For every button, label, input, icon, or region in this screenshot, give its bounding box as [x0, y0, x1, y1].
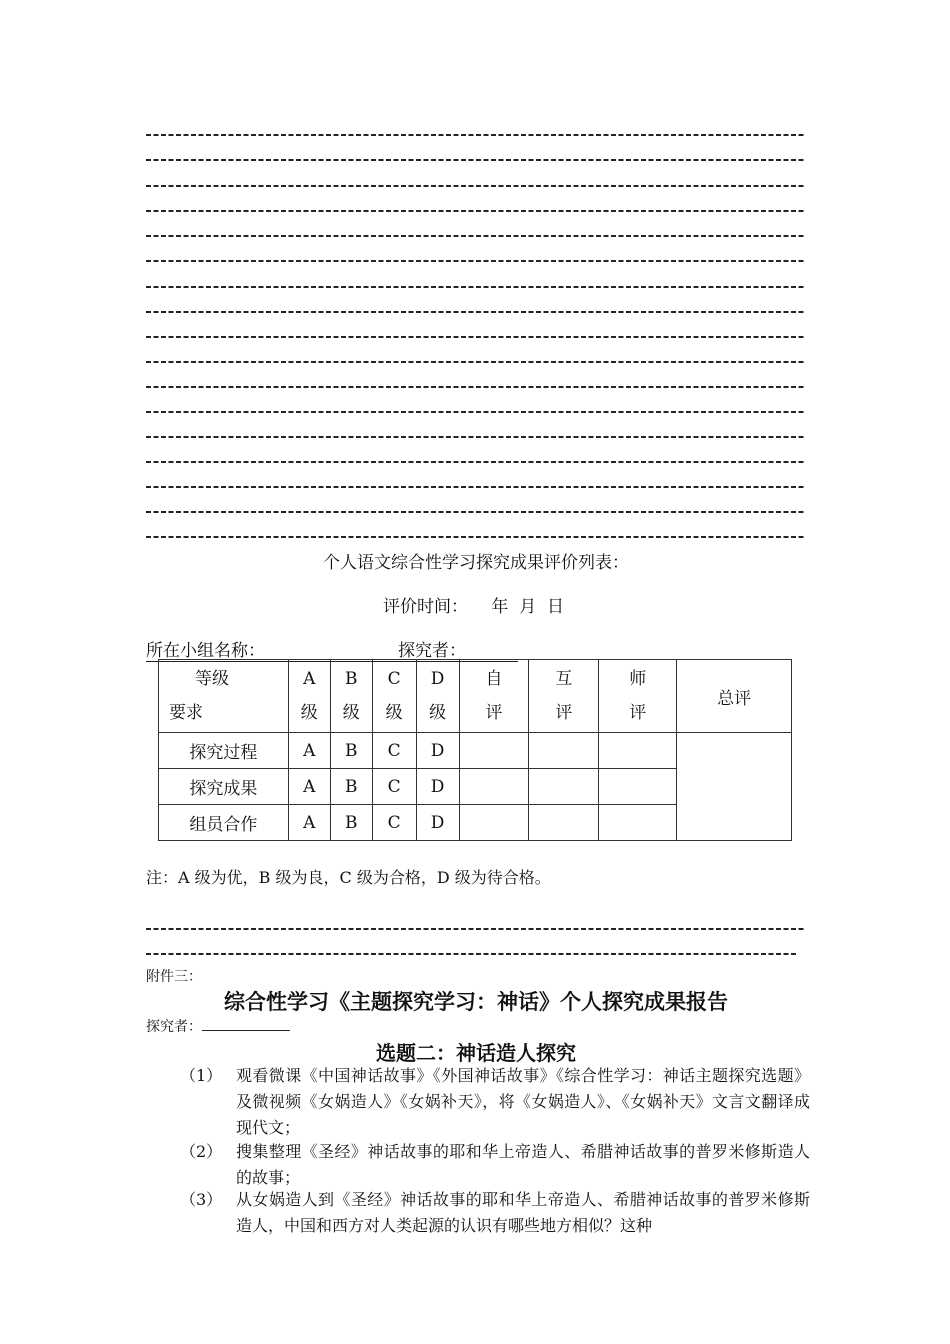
item-text: 搜集整理《圣经》神话故事的耶和华上帝造人、希腊神话故事的普罗米修斯造人的故事；	[236, 1142, 810, 1187]
review-bottom: 评	[485, 703, 503, 723]
self-review-cell	[459, 733, 529, 769]
review-top: 自	[485, 669, 503, 689]
teacher-review-cell	[599, 733, 677, 769]
peer-review-cell	[529, 733, 599, 769]
eval-title: 个人语文综合性学习探究成果评价列表：	[323, 553, 629, 573]
dashed-line	[146, 286, 806, 288]
grade-b-cell: B	[330, 769, 372, 805]
list-item	[180, 1063, 810, 1141]
item-number: （3）	[180, 1190, 223, 1209]
list-item	[180, 1187, 810, 1239]
report-researcher-label: 探究者：	[146, 1019, 202, 1035]
grade-a-cell: A	[288, 733, 330, 769]
evaluation-table	[158, 659, 792, 841]
dashed-line	[146, 159, 806, 161]
teacher-review-header	[599, 660, 677, 733]
review-bottom: 评	[629, 703, 647, 723]
report-researcher-field	[202, 1016, 290, 1031]
level-suffix: 级	[300, 703, 318, 723]
level-a-header	[288, 660, 330, 733]
peer-review-header	[529, 660, 599, 733]
appendix-label: 附件三：	[146, 969, 202, 985]
dashed-line	[146, 185, 806, 187]
level-b-header	[330, 660, 372, 733]
topic-subtitle: 选题二：神话造人探究	[376, 1041, 576, 1065]
level-suffix: 级	[342, 703, 360, 723]
grade-c-cell: C	[372, 733, 416, 769]
dashed-line	[146, 260, 806, 262]
dashed-line	[146, 486, 806, 488]
item-text: 从女娲造人到《圣经》神话故事的耶和华上帝造人、希腊神话故事的普罗米修斯造人，中国和西方对人类起源的认识有哪些地方相似？这种	[236, 1190, 810, 1235]
table-row	[159, 733, 792, 769]
dashed-line	[146, 928, 806, 930]
dashed-line	[146, 210, 806, 212]
grade-note: 注：A 级为优，B 级为良，C 级为合格，D 级为待合格。	[146, 868, 551, 887]
review-bottom: 评	[555, 703, 573, 723]
item-number: （2）	[180, 1142, 223, 1161]
self-review-cell	[459, 805, 529, 841]
dashed-line	[146, 436, 806, 438]
dashed-line	[146, 311, 806, 313]
header-grade: 等级	[195, 669, 229, 689]
review-top: 师	[629, 669, 647, 689]
report-researcher	[146, 1016, 290, 1036]
review-top: 互	[555, 669, 573, 689]
grade-c-cell: C	[372, 769, 416, 805]
grade-d-cell: D	[416, 733, 459, 769]
dashed-line	[146, 134, 806, 136]
dashed-line	[146, 411, 806, 413]
grade-c-cell: C	[372, 805, 416, 841]
peer-review-cell	[529, 805, 599, 841]
teacher-review-cell	[599, 769, 677, 805]
total-label: 总评	[717, 688, 752, 709]
level-letter: B	[344, 669, 358, 689]
row-name: 探究过程	[159, 733, 289, 769]
eval-time	[383, 592, 564, 617]
level-letter: C	[387, 669, 401, 689]
grade-d-cell: D	[416, 805, 459, 841]
item-text: 观看微课《中国神话故事》《外国神话故事》《综合性学习：神话主题探究选题》及微视频《女娲造人》《女娲补天》，将《女娲造人》、《女娲补天》文言文翻译成现代文；	[236, 1066, 810, 1137]
total-header	[677, 660, 792, 733]
level-letter: A	[303, 669, 316, 689]
dashed-line	[146, 361, 806, 363]
dashed-line	[146, 511, 806, 513]
level-d-header	[416, 660, 459, 733]
header-req: 要求	[169, 703, 203, 723]
grade-d-cell: D	[416, 769, 459, 805]
level-letter: D	[430, 669, 445, 689]
dashed-line	[146, 461, 806, 463]
self-review-header	[459, 660, 529, 733]
table-header-row	[159, 660, 792, 733]
row-name: 组员合作	[159, 805, 289, 841]
level-c-header	[372, 660, 416, 733]
eval-time-label: 评价时间：	[383, 597, 468, 617]
self-review-cell	[459, 769, 529, 805]
list-item	[180, 1139, 810, 1191]
total-cell	[677, 733, 792, 841]
dashed-line	[146, 953, 798, 955]
dashed-line	[146, 336, 806, 338]
grade-b-cell: B	[330, 733, 372, 769]
dashed-line	[146, 386, 806, 388]
row-name: 探究成果	[159, 769, 289, 805]
grade-b-cell: B	[330, 805, 372, 841]
researcher-label: 探究者：	[398, 641, 466, 661]
peer-review-cell	[529, 769, 599, 805]
dashed-line	[146, 235, 806, 237]
item-number: （1）	[180, 1066, 223, 1085]
teacher-review-cell	[599, 805, 677, 841]
group-info-line	[146, 636, 522, 661]
level-suffix: 级	[429, 703, 447, 723]
report-title: 综合性学习《主题探究学习：神话》个人探究成果报告	[224, 989, 728, 1014]
dashed-line	[146, 536, 806, 538]
header-grade-req-cell	[159, 660, 289, 733]
group-name-label: 所在小组名称：	[146, 641, 265, 661]
grade-a-cell: A	[288, 805, 330, 841]
level-suffix: 级	[385, 703, 403, 723]
grade-a-cell: A	[288, 769, 330, 805]
eval-time-units: 年 月 日	[491, 597, 565, 617]
